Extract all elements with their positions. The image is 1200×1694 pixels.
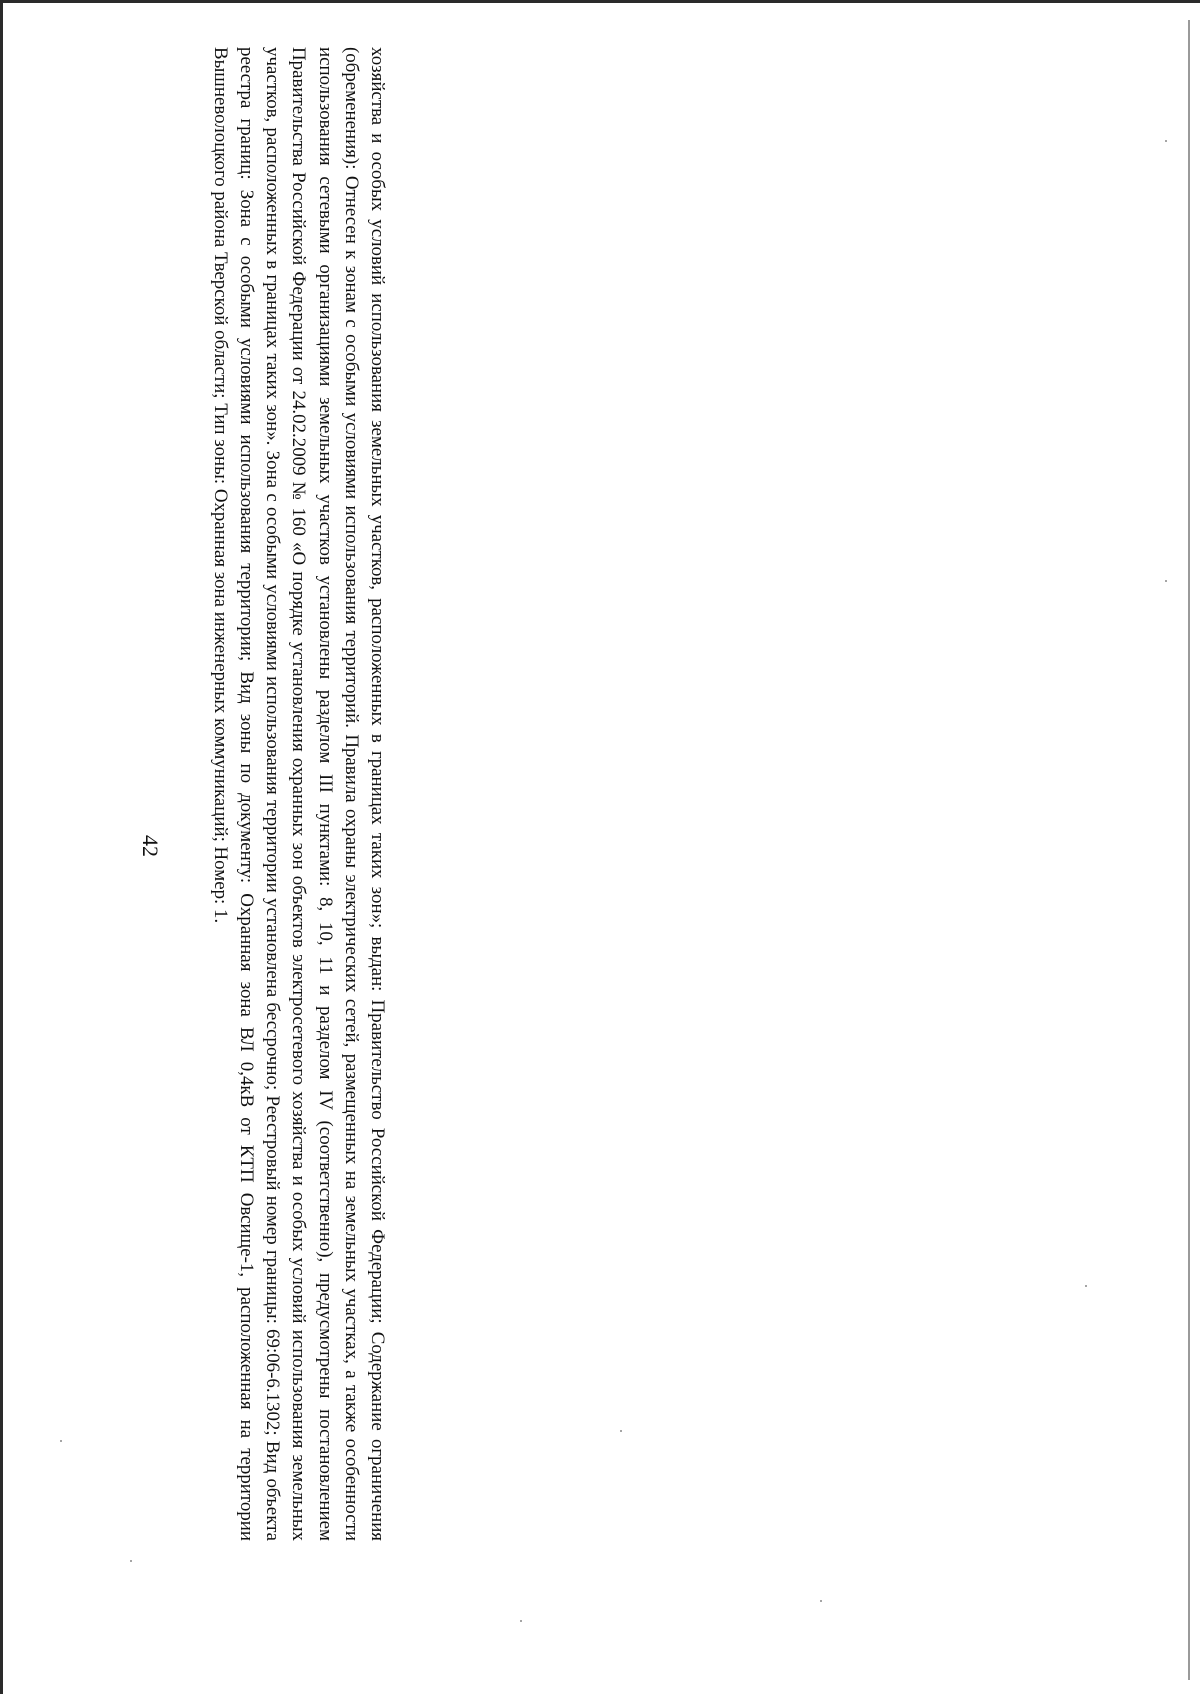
document-body-text: хозяйства и особых условий использования земельных участков, расположенных в границах таких зон»; выдан: Правительство Российской Федерации; Содержание ограничения (обременения): Отнесен к зонам с особыми условиями использования территорий. Правила охраны электрических сетей, размещенных на земельных участках, а также особенности использования сетевыми организациями земельных участков установлены разделом III пунктами: 8, 10, 11 и разделом IV (соответственно), предусмотрены постановлением Правительства Российской Федерации от 24.02.2009 № 160 «О порядке установления охранных зон объектов электросетевого хозяйства и особых условий использования земельных участков, расположенных в границах таких зон». Зона с особыми условиями использования территории установлена бессрочно; Реестровый номер границы: 69:06-6.1302; Вид объекта реестра границ: Зона с особыми условиями использования территории; Вид зоны по документу: Охранная зона ВЛ 0,4кВ от КТП Овсище-1, расположенная на территории Вышневолоцкого района Тверской области; Тип зоны: Охранная зона инженерных коммуникаций; Номер: 1. [209,47,388,1541]
scan-edge-right [1188,20,1190,1680]
page-number: 42 [138,835,163,857]
scan-speck [620,1430,622,1432]
scan-speck [1085,1285,1087,1287]
scan-speck [130,1560,132,1562]
scan-speck [820,1600,822,1602]
scan-speck [1165,140,1167,142]
scan-speck [1165,580,1167,582]
scan-edge-top [0,0,1200,3]
scan-speck [60,1440,62,1442]
scan-speck [520,1620,522,1622]
scan-edge-left [0,0,3,1694]
